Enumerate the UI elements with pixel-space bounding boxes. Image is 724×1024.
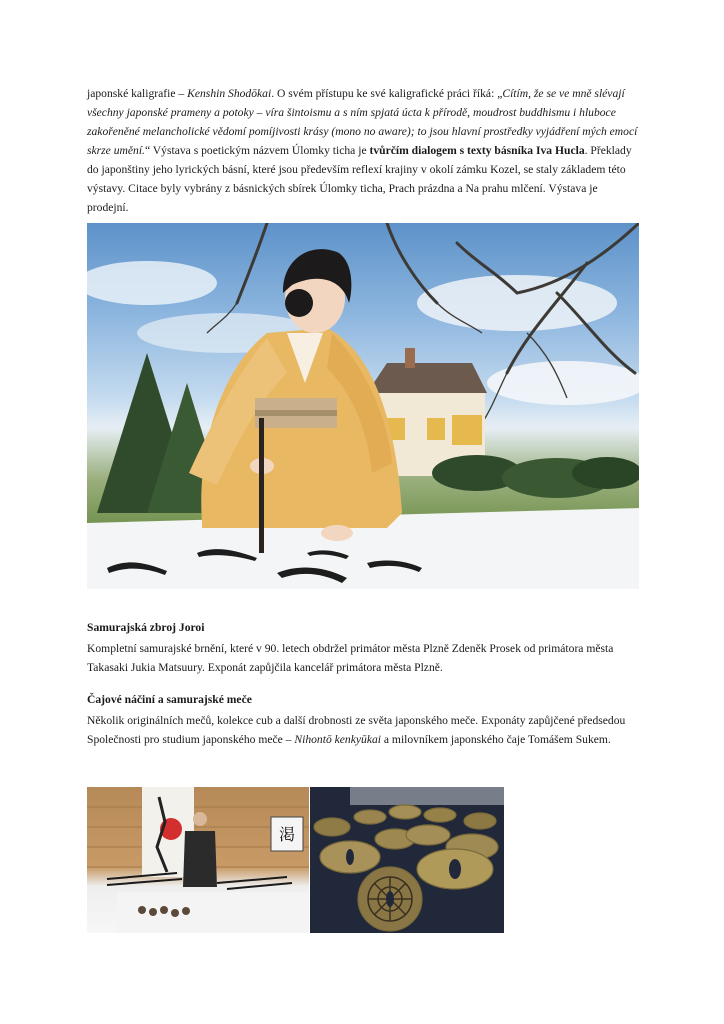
section-heading-armor: Samurajská zbroj Joroi [87, 621, 205, 634]
text-run: japonské kaligrafie – [87, 87, 188, 100]
tsuba-collection-photo [310, 787, 504, 933]
society-name: Nihontō kenkyūkai [294, 733, 381, 746]
text-run: “ Výstava s poetickým názvem Úlomky ticha je [144, 144, 370, 157]
artist-quote: Cítím, že se ve mně slévají všechny japonské prameny a potoky – víra šintoismu a s ním spjatá úcta k přírodě, moudrost buddhismu i hluboce zakořeněné melancholické vědomí pomíjivosti krásy (mono no aware); to jsou hlavní prostředky vyjádření mých emocí skrze umění. [87, 87, 638, 157]
text-run: . Překlady do japonštiny jeho lyrických básní, které jsou především reflexí krajiny v okolí zámku Kozel, se staly základem této výstavy. Citace byly vybrány z básnických sbírek Úlomky ticha, Prach prázdna a Na prahu mlčení. Výstava je prodejní. [87, 144, 632, 214]
section-heading-swords: Čajové náčiní a samurajské meče [87, 693, 252, 706]
calligrapher-figure [189, 249, 402, 553]
text-run: . O svém přístupu ke své kaligrafické práci říká: „ [271, 87, 503, 100]
calligrapher-photo [87, 223, 639, 589]
swords-paragraph [87, 711, 639, 749]
school-name: Kenshin Shodōkai [187, 87, 272, 100]
sword-exhibit-illustration [87, 787, 309, 933]
scroll-character: 渇 [278, 825, 296, 844]
text-run: a milovníkem japonského čaje Tomášem Sukem. [380, 733, 611, 746]
text-run: Několik originálních mečů, kolekce cub a další drobnosti ze světa japonského meče. Exponáty zapůjčené předsedou Společnosti pro studium japonského meče – [87, 714, 626, 746]
tsuba-illustration [310, 787, 504, 933]
intro-paragraph [87, 84, 639, 217]
sword-exhibit-photo [87, 787, 309, 933]
armor-paragraph: Kompletní samurajské brnění, které v 90. letech obdržel primátor města Plzně Zdeněk Prosek od primátora města Takasaki Jukia Matsuury. Exponát zapůjčila kancelář primátora města Plzně. [87, 642, 614, 674]
calligrapher-illustration [87, 223, 639, 589]
bold-phrase: tvůrčím dialogem s texty básníka Iva Hucla [369, 144, 585, 157]
